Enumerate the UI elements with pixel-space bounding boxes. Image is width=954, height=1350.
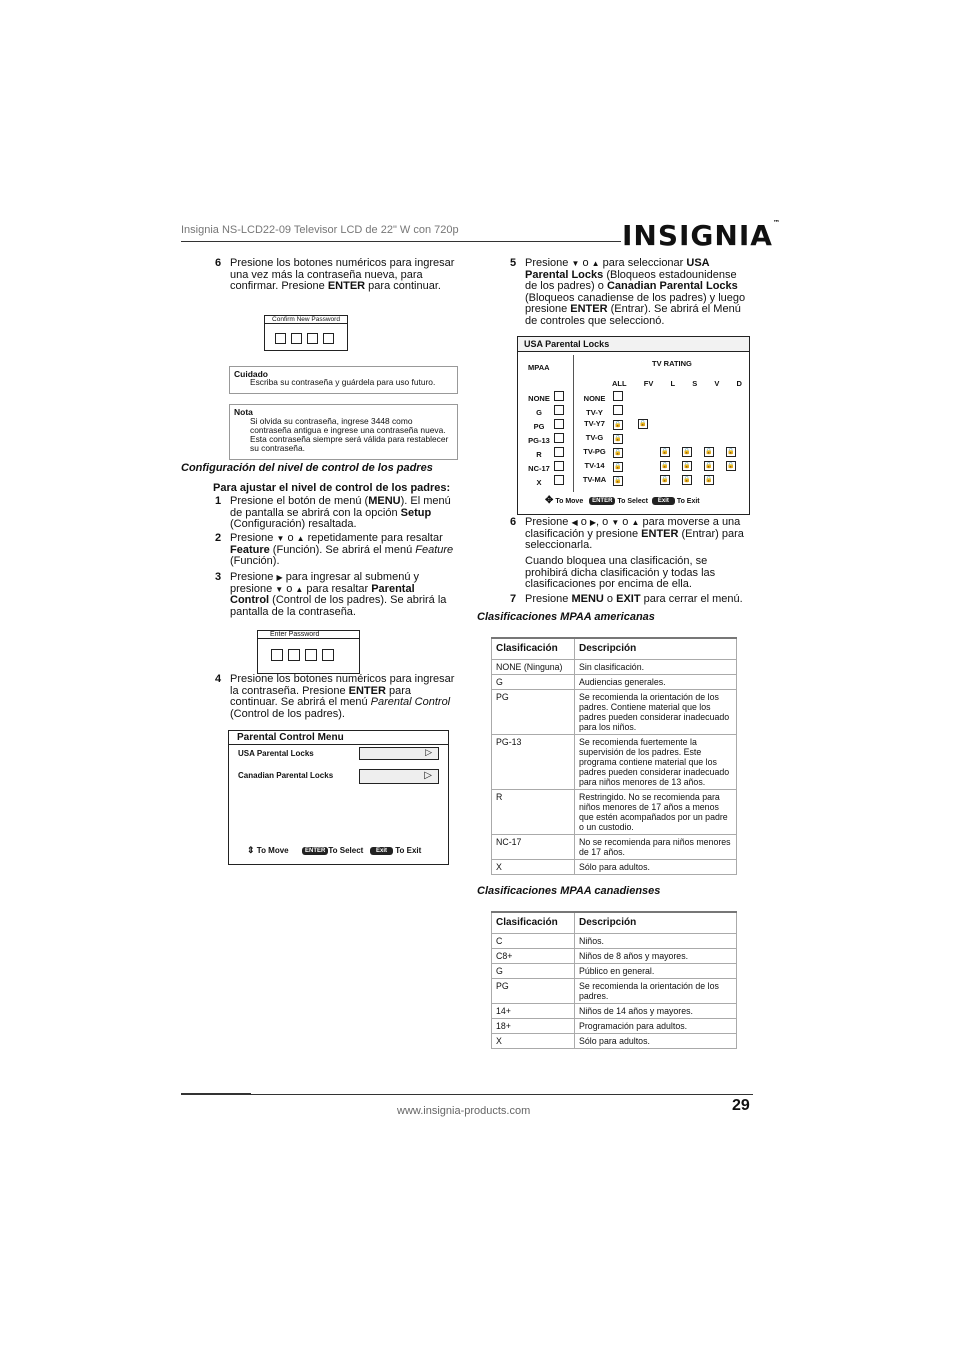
lock-icon[interactable]: 🔒 [705, 449, 713, 455]
menu-item-canadian: Canadian Parental Locks [238, 771, 334, 780]
description-cell: Se recomienda fuertemente la supervisión de los padres. Este programa contiene material que los padres pueden considerar inadecuado para niños menores de 13 años. [575, 735, 737, 790]
lock-icon[interactable]: 🔒 [639, 421, 647, 427]
rating-cell: NONE (Ninguna) [492, 660, 575, 675]
step-text: Presione los botones numéricos para ingresar una vez más la contraseña nueva, para confirmar. Presione ENTER para continuar. [230, 257, 455, 292]
rating-cell: G [492, 964, 575, 979]
tv-rating-row[interactable]: TV-MA 🔒 [582, 475, 622, 484]
table-row [492, 1004, 737, 1019]
mpaa-row[interactable]: R [524, 447, 570, 459]
rating-cell: X [492, 1034, 575, 1049]
description-cell: Programación para adultos. [575, 1019, 737, 1034]
rating-cell: C [492, 934, 575, 949]
caution-box: Cuidado Escriba su contraseña y guárdela para uso futuro. [229, 366, 458, 394]
rating-cell: 18+ [492, 1019, 575, 1034]
osd-enter-password: Enter Password [257, 630, 360, 674]
description-cell: Niños de 14 años y mayores. [575, 1004, 737, 1019]
rating-columns: ALL FV L S V D [612, 379, 742, 388]
mpaa-row[interactable]: NC-17 [524, 461, 570, 473]
description-cell: Restringido. No se recomienda para niños menores de 17 años a menos que estén acompañados por un padre o un custodio. [575, 790, 737, 835]
tv-rating-row[interactable]: NONE [576, 391, 623, 403]
osd-parental-control-menu: Parental Control Menu USA Parental Locks ▷ Canadian Parental Locks ▷ ⇕ To Move ENTER To Select Exit To Exit [228, 730, 449, 865]
lock-icon[interactable]: 🔒 [661, 449, 669, 455]
mpaa-row[interactable]: NONE [524, 391, 570, 403]
page-number: 29 [732, 1097, 750, 1114]
table-row [492, 675, 737, 690]
header-title: Insignia NS-LCD22-09 Televisor LCD de 22" W con 720p [181, 224, 459, 236]
tv-rating-row[interactable]: TV-Y [576, 405, 623, 417]
lock-icon[interactable]: 🔒 [727, 463, 735, 469]
table-row [492, 735, 737, 790]
rating-cell: 14+ [492, 1004, 575, 1019]
mpaa-us-table: Clasificación Descripción NONE (Ninguna) Sin clasificación. G Audiencias generales. PG Se recomienda la orientación de los padres. Contiene material que los padres pueden considerar inadecuado para los niños. PG-13 Se recomienda fuertemente la supervisión de los padres. Este programa contiene material que los padres pueden considerar inadecuado para niños menores de 13 años. R Restringido. No se recomienda para niños menores de 17 años a menos que estén acompañados por un padre o un custodio. NC-17 No se recomienda para niños menores de 17 años. X Sólo para adultos. [491, 637, 737, 875]
description-cell: Se recomienda la orientación de los padres. Contiene material que los padres pueden considerar inadecuado para los niños. [575, 690, 737, 735]
table-row [492, 835, 737, 860]
description-cell: Sólo para adultos. [575, 1034, 737, 1049]
table-row [492, 690, 737, 735]
description-cell: Sólo para adultos. [575, 860, 737, 875]
menu-item-usa-bar: ▷ [359, 747, 439, 760]
lock-icon[interactable]: 🔒 [683, 463, 691, 469]
mpaa-row[interactable]: PG-13 [524, 433, 570, 445]
tv-rating-row[interactable]: TV-G 🔒 [585, 433, 622, 442]
tv-rating-row[interactable]: TV-PG 🔒 [583, 447, 622, 456]
mpaa-us-heading: Clasificaciones MPAA americanas [477, 611, 655, 623]
mpaa-row[interactable]: PG [524, 419, 570, 431]
osd-usa-legend: ✥ To Move ENTER To Select Exit To Exit [545, 495, 700, 506]
menu-item-usa: USA Parental Locks [238, 749, 314, 758]
rating-cell: G [492, 675, 575, 690]
description-cell: Se recomienda la orientación de los padres. [575, 979, 737, 1004]
rating-cell: C8+ [492, 949, 575, 964]
subheading: Para ajustar el nivel de control de los padres: [213, 482, 451, 494]
table-row [492, 964, 737, 979]
rating-cell: NC-17 [492, 835, 575, 860]
osd-usa-parental-locks: USA Parental Locks MPAA TV RATING ALL FV L S V D ✥ To Move ENTER To Select Exit To Exit NONE G PG PG-13 R NC-17 X NONE TV-Y TV-Y7 🔒 🔒 TV-G 🔒 TV-PG 🔒 🔒 🔒 🔒 🔒 TV-14 🔒 🔒 🔒 🔒 🔒 TV-MA 🔒 🔒 🔒 🔒 [517, 336, 750, 515]
description-cell: Audiencias generales. [575, 675, 737, 690]
table-row [492, 790, 737, 835]
lock-icon[interactable]: 🔒 [683, 477, 691, 483]
lock-icon[interactable]: 🔒 [727, 449, 735, 455]
mpaa-ca-heading: Clasificaciones MPAA canadienses [477, 885, 661, 897]
mpaa-ca-table: Clasificación Descripción C Niños. C8+ Niños de 8 años y mayores. G Público en general. PG Se recomienda la orientación de los padres. 14+ Niños de 14 años y mayores. 18+ Programación para adultos. X Sólo para adultos. [491, 911, 737, 1049]
rating-cell: PG [492, 979, 575, 1004]
tv-rating-row[interactable]: TV-14 🔒 [584, 461, 622, 470]
table-row [492, 1034, 737, 1049]
table-row [492, 934, 737, 949]
mpaa-row[interactable]: X [524, 475, 570, 487]
rating-cell: X [492, 860, 575, 875]
tv-rating-row[interactable]: TV-Y7 🔒 [584, 419, 622, 428]
description-cell: No se recomienda para niños menores de 17 años. [575, 835, 737, 860]
table-row [492, 979, 737, 1004]
table-row [492, 860, 737, 875]
header-rule [181, 241, 621, 242]
description-cell: Público en general. [575, 964, 737, 979]
footer-url: www.insignia-products.com [397, 1105, 531, 1117]
lock-icon[interactable]: 🔒 [683, 449, 691, 455]
note-box: Nota Si olvida su contraseña, ingrese 3448 como contraseña antigua e ingrese una contraseña nueva. Esta contraseña siempre será válida para restablecer su contraseña. [229, 404, 458, 460]
table-row [492, 1019, 737, 1034]
rating-cell: PG [492, 690, 575, 735]
lock-icon[interactable]: 🔒 [661, 477, 669, 483]
section-heading: Configuración del nivel de control de los padres [181, 462, 433, 474]
footer-rule [181, 1094, 753, 1095]
description-cell: Niños de 8 años y mayores. [575, 949, 737, 964]
insignia-logo: INSIGNIA™ [622, 219, 781, 252]
rating-cell: PG-13 [492, 735, 575, 790]
menu-item-canadian-bar: ▷ [359, 769, 439, 784]
lock-icon[interactable]: 🔒 [705, 463, 713, 469]
description-cell: Niños. [575, 934, 737, 949]
osd-confirm-password: Confirm New Password [264, 315, 348, 351]
description-cell: Sin clasificación. [575, 660, 737, 675]
lock-icon[interactable]: 🔒 [661, 463, 669, 469]
lock-icon[interactable]: 🔒 [705, 477, 713, 483]
rating-cell: R [492, 790, 575, 835]
osd-menu-legend: ⇕ To Move ENTER To Select Exit To Exit [247, 845, 422, 855]
lock-paragraph: Cuando bloquea una clasificación, se prohibirá dicha clasificación y todas las clasificaciones por encima de ella. [525, 555, 716, 590]
table-row [492, 949, 737, 964]
mpaa-row[interactable]: G [524, 405, 570, 417]
table-row [492, 660, 737, 675]
